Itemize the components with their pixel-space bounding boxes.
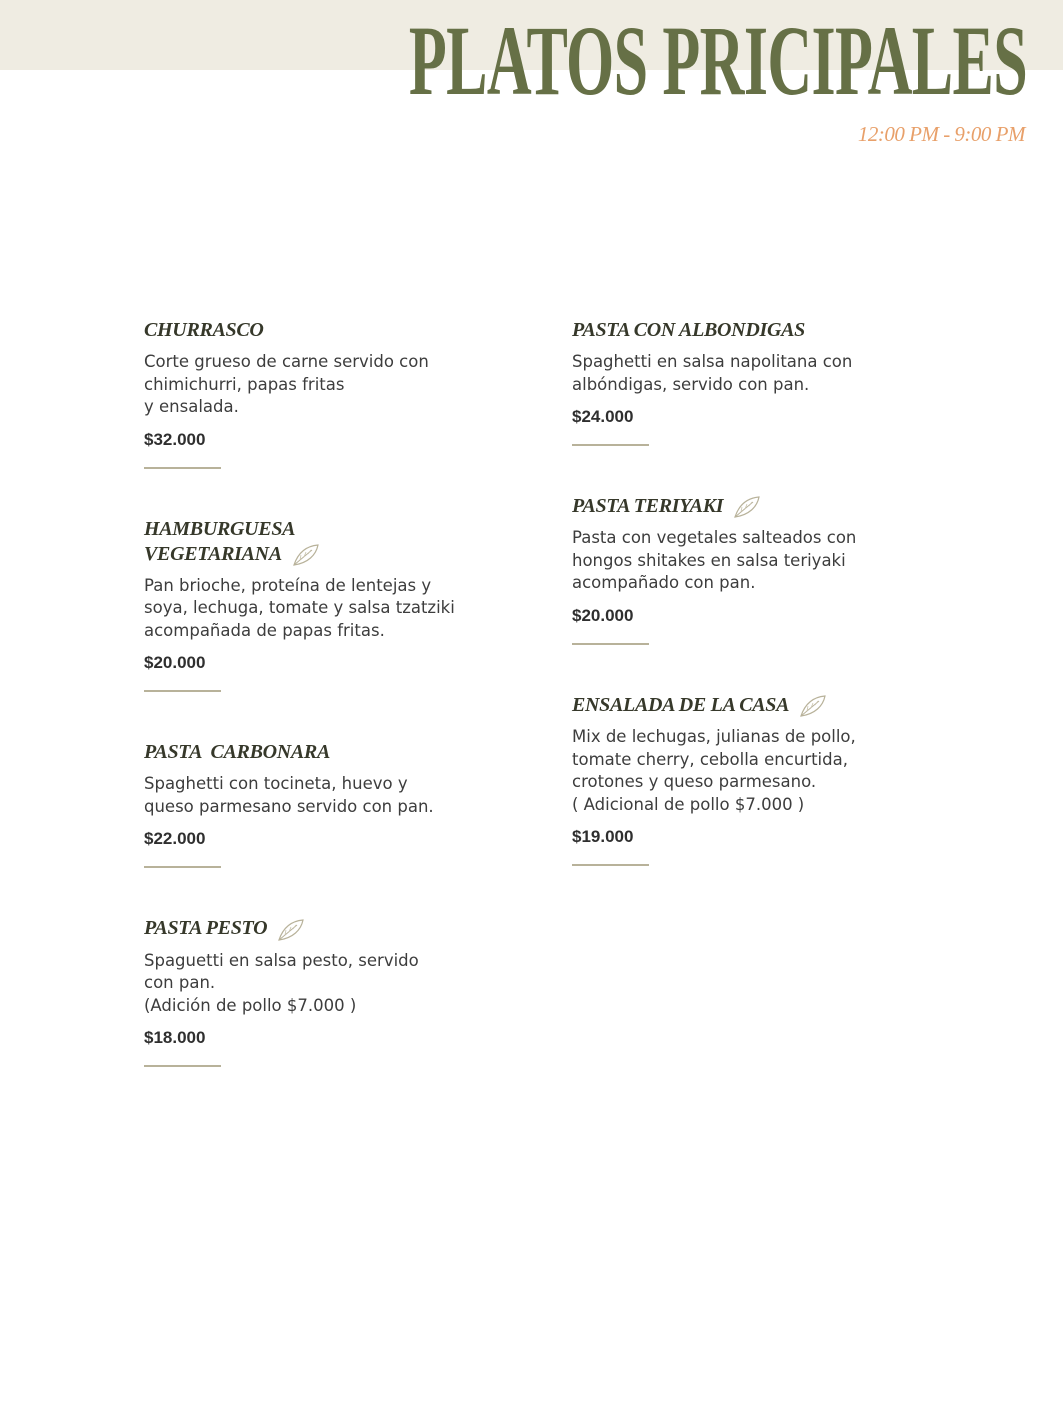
item-price: $32.000 bbox=[144, 429, 206, 449]
item-price: $20.000 bbox=[144, 653, 206, 673]
menu-item-pasta-pesto bbox=[144, 916, 484, 1067]
leaf-icon bbox=[292, 543, 320, 567]
item-description: Pasta con vegetales salteados con hongos shitakes en salsa teriyaki acompañado con pan. bbox=[572, 528, 857, 593]
item-price: $24.000 bbox=[572, 407, 634, 426]
item-name: HAMBURGUESA VEGETARIANA bbox=[144, 517, 484, 567]
item-divider bbox=[572, 444, 649, 446]
item-divider bbox=[144, 467, 221, 469]
menu-column-right bbox=[572, 318, 912, 914]
item-price: $20.000 bbox=[572, 605, 634, 625]
leaf-icon bbox=[277, 918, 305, 942]
item-description: Spaguetti en salsa pesto, servido con pan. (Adición de pollo $7.000 ) bbox=[144, 950, 419, 1015]
item-price: $19.000 bbox=[572, 827, 634, 847]
menu-item-ensalada-de-la-casa bbox=[572, 693, 912, 866]
item-price: $18.000 bbox=[144, 1028, 206, 1048]
item-description: Spaghetti en salsa napolitana con albóndigas, servido con pan. bbox=[572, 352, 853, 394]
item-divider bbox=[144, 690, 221, 692]
item-description: Mix de lechugas, julianas de pollo, tomate cherry, cebolla encurtida, crotones y queso parmesano. ( Adicional de pollo $7.000 ) bbox=[572, 727, 856, 814]
menu-item-pasta-teriyaki bbox=[572, 494, 912, 645]
item-name: PASTA TERIYAKI bbox=[572, 494, 912, 519]
item-name: CHURRASCO bbox=[144, 319, 264, 341]
menu-item-churrasco bbox=[144, 318, 484, 469]
item-name: ENSALADA DE LA CASA bbox=[572, 693, 912, 718]
service-hours: 12:00 PM - 9:00 PM bbox=[857, 122, 1025, 146]
menu-item-pasta-con-albondigas bbox=[572, 318, 912, 446]
item-divider bbox=[144, 866, 221, 868]
item-name: PASTA CON ALBONDIGAS bbox=[572, 319, 805, 341]
item-description: Corte grueso de carne servido con chimichurri, papas fritas y ensalada. bbox=[144, 352, 429, 416]
item-name: PASTA PESTO bbox=[144, 916, 484, 941]
item-description: Spaghetti con tocineta, huevo y queso parmesano servido con pan. bbox=[144, 774, 434, 816]
item-divider bbox=[572, 643, 649, 645]
leaf-icon bbox=[799, 694, 827, 718]
item-name: PASTA CARBONARA bbox=[144, 741, 331, 764]
menu-item-pasta-carbonara bbox=[144, 740, 484, 868]
menu-item-hamburguesa-vegetariana bbox=[144, 517, 484, 693]
item-divider bbox=[144, 1065, 221, 1067]
item-description: Pan brioche, proteína de lentejas y soya, lechuga, tomate y salsa tzatziki acompañada de papas fritas. bbox=[144, 575, 455, 640]
leaf-icon bbox=[733, 495, 761, 519]
page-title: PLATOS PRICIPALES bbox=[408, 5, 1027, 116]
item-divider bbox=[572, 864, 649, 866]
item-price: $22.000 bbox=[144, 829, 206, 849]
menu-column-left bbox=[144, 318, 484, 1115]
